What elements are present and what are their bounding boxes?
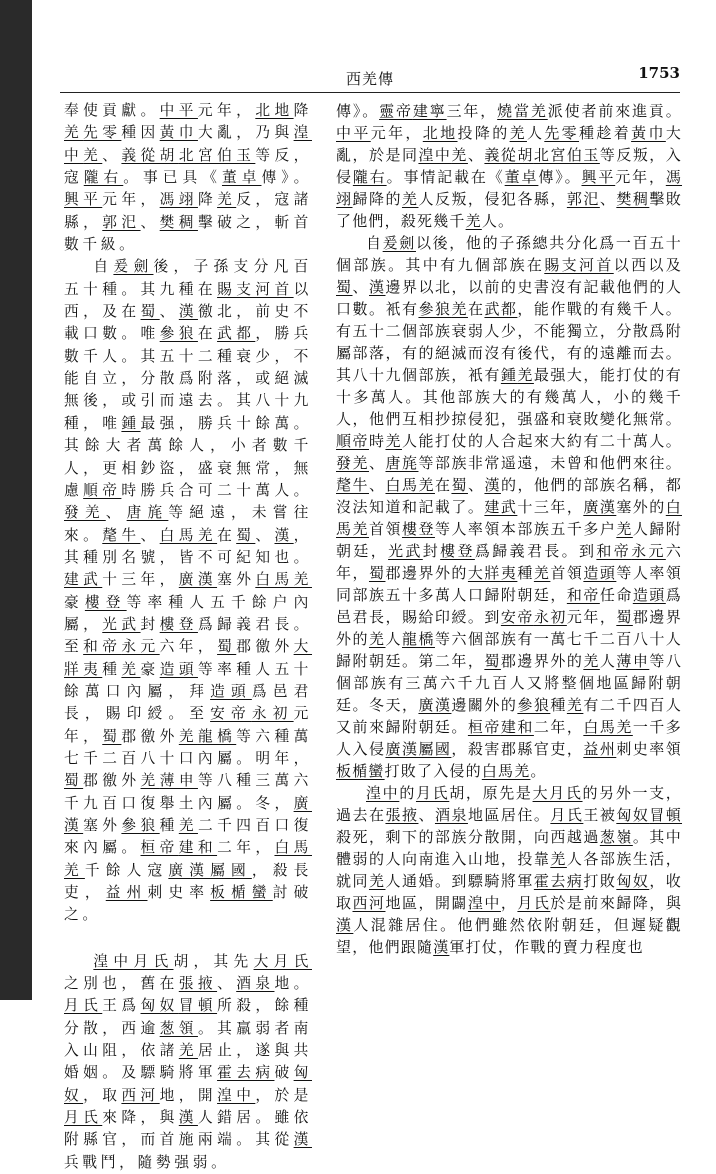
proper-noun: 樓登: [84, 593, 127, 611]
proper-noun: 永初: [533, 608, 567, 626]
proper-noun: 月氏: [64, 997, 103, 1015]
proper-noun: 羌: [178, 1042, 198, 1060]
proper-noun: 羌: [533, 564, 551, 582]
proper-noun: 和帝: [83, 638, 122, 656]
proper-noun: 建和: [500, 718, 534, 736]
proper-noun: 羌: [385, 432, 402, 450]
proper-noun: 馮翊: [336, 168, 683, 208]
proper-noun: 黃巾: [159, 124, 198, 142]
proper-noun: 氂牛: [336, 476, 369, 494]
proper-noun: 板楯蠻: [336, 762, 385, 780]
proper-noun: 光武: [388, 542, 423, 560]
proper-noun: 漢: [433, 938, 450, 956]
proper-noun: 蜀: [217, 638, 237, 656]
proper-noun: 蜀: [336, 278, 353, 296]
proper-noun: 順帝: [83, 481, 122, 499]
proper-noun: 大牂夷: [467, 564, 518, 582]
proper-noun: 白馬羌: [481, 762, 531, 780]
proper-noun: 月氏: [415, 784, 450, 802]
proper-noun: 羌: [616, 520, 633, 538]
proper-noun: 郭汜: [102, 213, 141, 231]
proper-noun: 羌: [178, 727, 198, 745]
proper-noun: 參狼: [159, 325, 198, 343]
proper-noun: 安帝: [500, 608, 534, 626]
proper-noun: 參狼: [517, 696, 551, 714]
proper-noun: 北地: [422, 124, 458, 142]
original-paragraph-1: 奉使貢獻。中平元年，北地降羌先零種因黃巾大亂，乃與湟中羌、義從胡北宮伯玉等反，寇隴右。事已具《董卓傳》。興平元年，馮翊降羌反，寇諸縣，郭汜、樊稠擊破之，斬首數千級。: [64, 102, 313, 254]
proper-noun: 漢: [178, 1109, 198, 1127]
proper-noun: 羌: [140, 772, 160, 790]
proper-noun: 爰劍: [382, 234, 416, 252]
proper-noun: 湟中: [418, 146, 452, 164]
proper-noun: 大牂夷: [64, 638, 313, 678]
proper-noun: 義從胡: [484, 146, 534, 164]
proper-noun: 羌: [178, 817, 198, 834]
proper-noun: 湟中: [64, 124, 312, 164]
proper-noun: 月氏: [133, 952, 174, 970]
proper-noun: 興平: [64, 191, 103, 209]
proper-noun: 漢: [369, 278, 386, 296]
proper-noun: 隴右: [352, 168, 387, 186]
proper-noun: 樓登: [440, 542, 475, 560]
proper-noun: 湟中: [217, 1086, 256, 1104]
proper-noun: 董卓: [221, 169, 262, 187]
proper-noun: 造頭: [632, 586, 666, 604]
original-paragraph-2: 自爰劍後，子孫支分凡百五十種。其九種在賜支河首以西，及在蜀、漢徼北，前史不載口數。唯參狼在武都，勝兵數千人。其五十二種衰少，不能自立，分散爲附落，或絕滅無後，或引而遠去。其八十九種，唯鍾最强，勝兵十餘萬。其餘大者萬餘人，小者數千人，更相鈔盜，盛衰無常，無慮順帝時勝兵合可二十萬人。發羌、唐旄等絕遠，未嘗往來。氂牛、白馬羌在蜀、漢，其種別名號，皆不可紀知也。建武十三年，廣漢塞外白馬羌豪樓登等率種人五千餘户內屬，光武封樓登爲歸義君長。至和帝永元六年，蜀郡徼外大牂夷種羌豪造頭等率種人五十餘萬口內屬，拜造頭爲邑君長，賜印綬。至安帝永初元年，蜀郡徼外羌龍橋等六種萬七千二百八十口內屬。明年，蜀郡徼外羌薄申等八種三萬六千九百口復舉土內屬。冬，廣漢塞外參狼種羌二千四百口復來內屬。桓帝建和二年，白馬羌千餘人寇廣漢屬國，殺長吏，益州刺史率板楯蠻討破之。: [64, 258, 313, 924]
proper-noun: 唐旄: [385, 454, 419, 472]
proper-noun: 北地: [255, 102, 294, 119]
proper-noun: 羌: [550, 850, 567, 868]
proper-noun: 薄申: [159, 772, 198, 790]
proper-noun: 廣漢: [178, 571, 218, 589]
proper-noun: 西河: [121, 1086, 160, 1104]
proper-noun: 郭汜: [566, 190, 600, 208]
proper-noun: 龍橋: [197, 727, 237, 745]
proper-noun: 樊稠: [616, 190, 650, 208]
proper-noun: 建武: [64, 571, 103, 589]
proper-noun: 光武: [102, 615, 141, 633]
proper-noun: 燒當羌: [497, 102, 548, 120]
proper-noun: 廣漢: [64, 794, 312, 834]
page-number: 1753: [638, 64, 680, 82]
proper-noun: 西河: [352, 894, 386, 912]
proper-noun: 氂牛: [102, 526, 141, 544]
proper-noun: 漢: [274, 526, 294, 544]
proper-noun: 馮翊: [159, 191, 198, 209]
proper-noun: 樊稠: [159, 213, 198, 231]
proper-noun: 蜀: [140, 303, 160, 321]
proper-noun: 先零: [544, 124, 580, 142]
proper-noun: 白馬羌: [336, 498, 682, 538]
proper-noun: 羌: [217, 191, 237, 209]
proper-noun: 漢: [178, 303, 198, 321]
proper-noun: 樓登: [401, 520, 435, 538]
proper-noun: 羌: [121, 660, 141, 678]
proper-noun: 先零: [83, 124, 122, 142]
translation-paragraph-3: 湟中的月氏胡，原先是大月氏的另外一支，過去在張掖、酒泉地區居住。月氏王被匈奴冒頓殺死，剩下的部族分散開，向西越過葱嶺。其中體弱的人向南進入山地，投靠羌人各部族生活，就同羌人通婚。到驃騎將軍霍去病打敗匈奴，收取西河地區，開闢湟中，月氏於是前來歸降，與漢人混雜居住。他們雖然依附朝廷，但遲疑觀望，他們跟隨漢軍打仗，作戰的賣力程度也: [336, 784, 683, 956]
proper-noun: 桓帝: [467, 718, 501, 736]
proper-noun: 樓登: [159, 615, 198, 633]
proper-noun: 漢: [484, 476, 501, 494]
proper-noun: 建武: [484, 498, 518, 516]
proper-noun: 湟中: [366, 784, 400, 802]
proper-noun: 葱領: [159, 1019, 198, 1037]
proper-noun: 造頭: [583, 564, 617, 582]
proper-noun: 張掖: [178, 975, 218, 993]
proper-noun: 蜀: [484, 652, 501, 670]
proper-noun: 大月氏: [532, 784, 583, 802]
proper-noun: 葱嶺: [599, 828, 633, 846]
proper-noun: 酒泉: [434, 806, 468, 824]
proper-noun: 桓帝: [140, 839, 179, 857]
proper-noun: 白馬羌: [255, 571, 312, 589]
proper-noun: 羌: [451, 300, 468, 318]
proper-noun: 蜀: [236, 526, 256, 544]
running-title: 西羌傳: [345, 70, 394, 88]
proper-noun: 鍾: [500, 366, 518, 384]
proper-noun: 北宮伯玉: [178, 146, 256, 164]
proper-noun: 湟中: [467, 894, 501, 912]
proper-noun: 龍橋: [401, 630, 435, 648]
proper-noun: 武都: [484, 300, 518, 318]
translation-paragraph-2: 自爰劍以後，他的子孫總共分化爲一百五十個部族。其中有九個部族在賜支河首以西以及蜀、漢邊界以北，以前的史書沒有記載他們的人口數。衹有參狼羌在武都，能作戰的有幾千人。有五十二個部族衰弱人少，不能獨立，分散爲附屬部落，有的絕滅而沒有後代，有的遠離而去。其八十九個部族，衹有鍾羌最强大，能打仗的有十多萬人。其他部族大的有幾萬人，小的幾千人，他們互相抄掠侵犯，强盛和衰敗變化無常。順帝時羌人能打仗的人合起來大約有二十萬人。發羌、唐旄等部族非常遥遠，未曾和他們來往。氂牛、白馬羌在蜀、漢的，他們的部族名稱，都沒法知道和記載了。建武十三年，廣漢塞外的白馬羌首領樓登等人率領本部族五千多户羌人歸附朝廷，光武封樓登爲歸義君長。到和帝永元六年，蜀郡邊界外的大牂夷種羌首領造頭等人率領同部族五十多萬人口歸附朝廷，和帝任命造頭爲邑君長，賜給印綬。到安帝永初元年，蜀郡邊界外的羌人龍橋等六個部族有一萬七千二百八十人歸附朝廷。第二年，蜀郡邊界外的羌人薄申等八個部族有三萬六千九百人又將整個地區歸附朝廷。冬天，廣漢邊關外的參狼種羌有二千四百人又前來歸附朝廷。桓帝建和二年，白馬羌一千多人入侵廣漢屬國，殺害郡縣官吏，益州刺史率領板楯蠻打敗了入侵的白馬羌。: [336, 234, 683, 780]
proper-noun: 北宮伯玉: [533, 146, 600, 164]
proper-noun: 造頭: [159, 660, 198, 678]
proper-noun: 參狼: [121, 817, 160, 834]
proper-noun: 月氏: [64, 1109, 103, 1127]
proper-noun: 匈奴: [616, 872, 650, 890]
proper-noun: 蜀: [451, 476, 468, 494]
proper-noun: 匈奴: [616, 806, 650, 824]
proper-noun: 羌: [401, 190, 419, 208]
proper-noun: 造頭: [210, 682, 252, 700]
scan-shadow-edge: [0, 0, 32, 1000]
proper-noun: 武都: [217, 325, 256, 343]
proper-noun: 酒泉: [236, 975, 275, 993]
proper-noun: 匈奴: [64, 1064, 312, 1104]
proper-noun: 廣漢屬國: [168, 861, 252, 879]
original-text-column: [64, 100, 312, 1174]
proper-noun: 中平: [159, 102, 198, 119]
proper-noun: 白馬羌: [583, 718, 633, 736]
proper-noun: 蜀: [368, 564, 386, 582]
proper-noun: 興平: [581, 168, 616, 186]
proper-noun: 霍去病: [217, 1064, 275, 1082]
proper-noun: 羌: [517, 366, 534, 384]
proper-noun: 羌: [64, 124, 84, 142]
proper-noun: 唐旄: [126, 504, 169, 522]
proper-noun: 白馬羌: [159, 526, 218, 544]
proper-noun: 羌: [583, 652, 600, 670]
original-paragraph-3: 湟中月氏胡，其先大月氏之別也，舊在張掖、酒泉地。月氏王爲匈奴冒頓所殺，餘種分散，西逾葱領。其羸弱者南入山阻，依諸羌居止，遂與共婚姻。及驃騎將軍霍去病破匈奴，取西河地，開湟中，於是月氏來降，與漢人錯居。雖依附縣官，而首施兩端。其從漢兵戰鬥，隨勢强弱。: [64, 952, 313, 1171]
proper-noun: 廣漢屬國: [385, 740, 452, 758]
translation-column: [336, 100, 682, 958]
proper-noun: 參狼: [418, 300, 452, 318]
proper-noun: 羌: [566, 696, 584, 714]
proper-noun: 大月氏: [253, 952, 312, 970]
proper-noun: 義從胡: [121, 146, 179, 164]
proper-noun: 益州: [105, 884, 148, 902]
proper-noun: 永元: [631, 542, 666, 560]
proper-noun: 板楯蠻: [210, 884, 273, 902]
proper-noun: 順帝: [336, 432, 369, 450]
proper-noun: 薄申: [616, 652, 650, 670]
proper-noun: 羌: [451, 146, 468, 164]
proper-noun: 永元: [121, 638, 160, 656]
proper-noun: 和帝: [566, 586, 600, 604]
proper-noun: 廣漢: [583, 498, 617, 516]
proper-noun: 鍾: [121, 414, 141, 432]
proper-noun: 中平: [336, 124, 371, 142]
proper-noun: 賜支河首: [544, 256, 614, 274]
proper-noun: 湟中: [93, 952, 134, 970]
proper-noun: 建和: [178, 839, 218, 857]
proper-noun: 漢: [293, 1131, 312, 1149]
proper-noun: 白馬羌: [385, 476, 435, 494]
proper-noun: 爰劍: [113, 258, 154, 276]
page-header: [60, 64, 680, 93]
proper-noun: 月氏: [550, 806, 584, 824]
proper-noun: 霍去病: [533, 872, 584, 890]
proper-noun: 羌: [465, 212, 482, 230]
proper-noun: 和帝: [596, 542, 632, 560]
proper-noun: 冒頓: [649, 806, 683, 824]
proper-noun: 安帝: [210, 705, 252, 723]
proper-noun: 董卓: [504, 168, 539, 186]
proper-noun: 黃巾: [631, 124, 666, 142]
proper-noun: 羌: [509, 124, 527, 142]
proper-noun: 永初: [251, 705, 294, 723]
proper-noun: 廣漢: [418, 696, 452, 714]
proper-noun: 建寧: [412, 102, 447, 120]
proper-noun: 羌: [83, 146, 103, 164]
paragraph-gap: [64, 927, 312, 951]
proper-noun: 羌: [368, 872, 386, 890]
proper-noun: 白馬羌: [64, 839, 312, 879]
proper-noun: 張掖: [385, 806, 419, 824]
proper-noun: 蜀: [616, 608, 633, 626]
proper-noun: 隴右: [83, 169, 124, 187]
proper-noun: 冒頓: [178, 997, 218, 1015]
proper-noun: 匈奴: [140, 997, 179, 1015]
proper-noun: 賜支河首: [217, 280, 294, 298]
proper-noun: 月氏: [517, 894, 551, 912]
proper-noun: 漢: [336, 916, 354, 934]
proper-noun: 益州: [583, 740, 617, 758]
proper-noun: 羌: [368, 630, 386, 648]
proper-noun: 蜀: [64, 772, 84, 790]
proper-noun: 蜀: [102, 727, 122, 745]
proper-noun: 靈帝: [379, 102, 413, 120]
proper-noun: 發羌: [336, 454, 369, 472]
translation-paragraph-1: 傳》。靈帝建寧三年，燒當羌派使者前來進貢。中平元年，北地投降的羌人先零種趁着黃巾大亂，於是同湟中羌、義從胡北宮伯玉等反叛，入侵隴右。事情記載在《董卓傳》。興平元年，馮翊歸降的羌人反叛，侵犯各縣，郭汜、樊稠擊敗了他們，殺死幾千羌人。: [336, 102, 683, 230]
proper-noun: 發羌: [64, 504, 106, 522]
